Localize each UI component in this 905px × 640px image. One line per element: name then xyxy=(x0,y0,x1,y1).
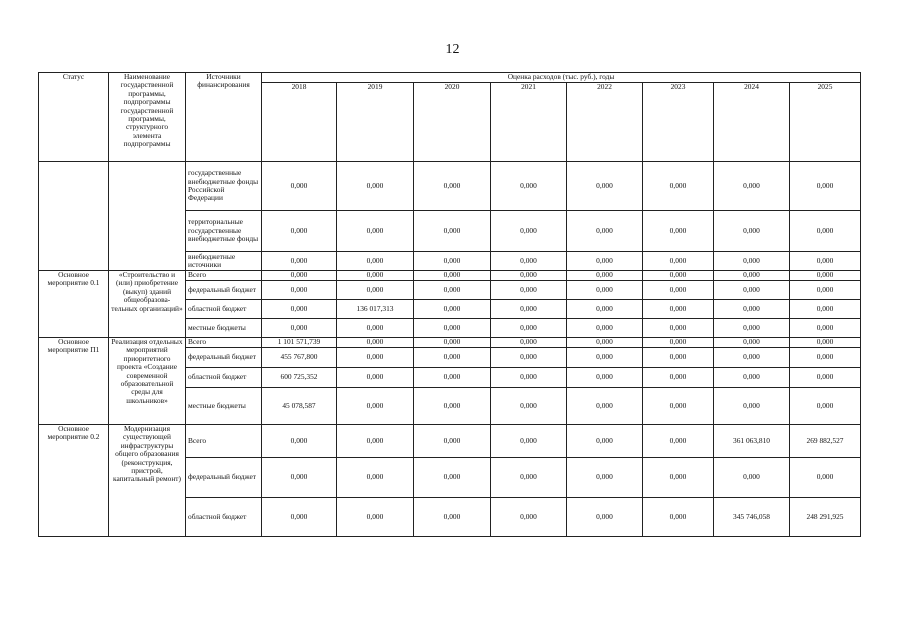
value-cell: 0,000 xyxy=(262,271,337,281)
value-cell: 0,000 xyxy=(337,211,414,252)
source-cell: местные бюджеты xyxy=(186,388,262,425)
value-cell: 0,000 xyxy=(643,319,714,338)
value-cell: 0,000 xyxy=(790,348,861,368)
value-cell: 0,000 xyxy=(491,162,567,211)
value-cell: 0,000 xyxy=(414,388,491,425)
name-cell: Модернизация существующей инфраструктуры общего образования (реконструкция, пристрой, капитальный ремонт) xyxy=(109,425,186,537)
status-cell: Основное мероприятие П1 xyxy=(39,338,109,425)
value-cell: 0,000 xyxy=(491,319,567,338)
value-cell: 136 017,313 xyxy=(337,300,414,319)
value-cell: 0,000 xyxy=(790,162,861,211)
source-cell: местные бюджеты xyxy=(186,319,262,338)
value-cell: 0,000 xyxy=(790,388,861,425)
value-cell: 0,000 xyxy=(643,458,714,498)
value-cell: 0,000 xyxy=(714,388,790,425)
name-cell-empty xyxy=(109,162,186,271)
value-cell: 0,000 xyxy=(790,211,861,252)
value-cell: 0,000 xyxy=(491,300,567,319)
value-cell: 269 882,527 xyxy=(790,425,861,458)
value-cell: 0,000 xyxy=(643,425,714,458)
value-cell: 0,000 xyxy=(491,458,567,498)
header-year: 2022 xyxy=(567,83,643,162)
header-year: 2021 xyxy=(491,83,567,162)
value-cell: 0,000 xyxy=(414,300,491,319)
value-cell: 0,000 xyxy=(714,458,790,498)
value-cell: 0,000 xyxy=(714,271,790,281)
value-cell: 0,000 xyxy=(567,271,643,281)
value-cell: 0,000 xyxy=(262,458,337,498)
value-cell: 0,000 xyxy=(643,281,714,300)
header-year: 2019 xyxy=(337,83,414,162)
value-cell: 0,000 xyxy=(337,162,414,211)
value-cell: 0,000 xyxy=(491,271,567,281)
value-cell: 0,000 xyxy=(414,368,491,388)
value-cell: 1 101 571,739 xyxy=(262,338,337,348)
value-cell: 0,000 xyxy=(337,271,414,281)
value-cell: 0,000 xyxy=(790,271,861,281)
source-cell: территориальные государственные внебюджетные фонды xyxy=(186,211,262,252)
value-cell: 361 063,810 xyxy=(714,425,790,458)
value-cell: 0,000 xyxy=(414,425,491,458)
value-cell: 0,000 xyxy=(567,425,643,458)
value-cell: 0,000 xyxy=(262,300,337,319)
table-row xyxy=(39,271,861,281)
value-cell: 0,000 xyxy=(790,319,861,338)
value-cell: 0,000 xyxy=(643,211,714,252)
value-cell: 0,000 xyxy=(790,300,861,319)
value-cell: 0,000 xyxy=(714,368,790,388)
value-cell: 0,000 xyxy=(414,252,491,271)
value-cell: 0,000 xyxy=(414,338,491,348)
header-name: Наименование государственной программы, подпрограммы государственной программы, структурного элемента подпрограммы xyxy=(109,73,186,162)
value-cell: 0,000 xyxy=(414,162,491,211)
source-cell: государственные внебюджетные фонды Российской Федерации xyxy=(186,162,262,211)
value-cell: 0,000 xyxy=(643,162,714,211)
value-cell: 0,000 xyxy=(790,338,861,348)
value-cell: 0,000 xyxy=(337,388,414,425)
header-year: 2020 xyxy=(414,83,491,162)
value-cell: 0,000 xyxy=(337,281,414,300)
name-cell: Реализация отдельных мероприятий приоритетного проекта «Создание современной образовательной среды для школьников» xyxy=(109,338,186,425)
header-year: 2018 xyxy=(262,83,337,162)
value-cell: 0,000 xyxy=(491,388,567,425)
value-cell: 0,000 xyxy=(790,281,861,300)
source-cell: Всего xyxy=(186,338,262,348)
value-cell: 0,000 xyxy=(337,498,414,537)
value-cell: 0,000 xyxy=(567,281,643,300)
value-cell: 0,000 xyxy=(414,498,491,537)
source-cell: областной бюджет xyxy=(186,368,262,388)
header-estimate: Оценка расходов (тыс. руб.), годы xyxy=(262,73,861,83)
value-cell: 0,000 xyxy=(414,271,491,281)
value-cell: 0,000 xyxy=(643,368,714,388)
value-cell: 0,000 xyxy=(491,425,567,458)
name-cell: «Строительство и (или) приобретение (выкуп) зданий общеобразова-тельных организаций» xyxy=(109,271,186,338)
value-cell: 0,000 xyxy=(714,211,790,252)
table-row xyxy=(39,162,861,211)
value-cell: 0,000 xyxy=(643,300,714,319)
value-cell: 0,000 xyxy=(337,425,414,458)
value-cell: 0,000 xyxy=(414,458,491,498)
value-cell: 0,000 xyxy=(643,338,714,348)
value-cell: 0,000 xyxy=(714,319,790,338)
value-cell: 0,000 xyxy=(714,300,790,319)
header-year: 2024 xyxy=(714,83,790,162)
value-cell: 0,000 xyxy=(567,162,643,211)
source-cell: Всего xyxy=(186,425,262,458)
value-cell: 0,000 xyxy=(643,252,714,271)
value-cell: 0,000 xyxy=(567,319,643,338)
value-cell: 248 291,925 xyxy=(790,498,861,537)
value-cell: 0,000 xyxy=(714,252,790,271)
header-year: 2025 xyxy=(790,83,861,162)
value-cell: 0,000 xyxy=(262,281,337,300)
status-cell-empty xyxy=(39,162,109,271)
value-cell: 0,000 xyxy=(414,319,491,338)
header-year: 2023 xyxy=(643,83,714,162)
table-row xyxy=(39,425,861,458)
value-cell: 455 767,800 xyxy=(262,348,337,368)
value-cell: 0,000 xyxy=(337,252,414,271)
value-cell: 0,000 xyxy=(337,368,414,388)
status-cell: Основное мероприятие 0.2 xyxy=(39,425,109,537)
value-cell: 0,000 xyxy=(491,338,567,348)
value-cell: 0,000 xyxy=(337,348,414,368)
value-cell: 0,000 xyxy=(414,281,491,300)
value-cell: 0,000 xyxy=(567,458,643,498)
value-cell: 0,000 xyxy=(414,211,491,252)
value-cell: 0,000 xyxy=(567,348,643,368)
source-cell: Всего xyxy=(186,271,262,281)
budget-table xyxy=(38,72,861,537)
source-cell: областной бюджет xyxy=(186,498,262,537)
value-cell: 0,000 xyxy=(491,368,567,388)
value-cell: 0,000 xyxy=(643,348,714,368)
value-cell: 0,000 xyxy=(567,368,643,388)
value-cell: 0,000 xyxy=(714,338,790,348)
value-cell: 0,000 xyxy=(491,348,567,368)
value-cell: 600 725,352 xyxy=(262,368,337,388)
value-cell: 0,000 xyxy=(491,498,567,537)
value-cell: 0,000 xyxy=(491,252,567,271)
value-cell: 0,000 xyxy=(790,458,861,498)
source-cell: внебюджетные источники xyxy=(186,252,262,271)
value-cell: 0,000 xyxy=(262,498,337,537)
header-source: Источники финансирования xyxy=(186,73,262,162)
value-cell: 0,000 xyxy=(262,425,337,458)
value-cell: 0,000 xyxy=(714,162,790,211)
source-cell: федеральный бюджет xyxy=(186,348,262,368)
source-cell: федеральный бюджет xyxy=(186,281,262,300)
value-cell: 0,000 xyxy=(714,281,790,300)
table-row xyxy=(39,338,861,348)
value-cell: 0,000 xyxy=(262,162,337,211)
value-cell: 45 078,587 xyxy=(262,388,337,425)
value-cell: 0,000 xyxy=(567,252,643,271)
page-number: 12 xyxy=(445,42,460,57)
source-cell: областной бюджет xyxy=(186,300,262,319)
value-cell: 0,000 xyxy=(567,211,643,252)
value-cell: 0,000 xyxy=(643,498,714,537)
status-cell: Основное мероприятие 0.1 xyxy=(39,271,109,338)
value-cell: 0,000 xyxy=(337,319,414,338)
value-cell: 0,000 xyxy=(491,211,567,252)
value-cell: 0,000 xyxy=(567,300,643,319)
value-cell: 345 746,058 xyxy=(714,498,790,537)
value-cell: 0,000 xyxy=(337,338,414,348)
header-status: Статус xyxy=(39,73,109,162)
value-cell: 0,000 xyxy=(790,368,861,388)
value-cell: 0,000 xyxy=(643,388,714,425)
value-cell: 0,000 xyxy=(414,348,491,368)
value-cell: 0,000 xyxy=(643,271,714,281)
value-cell: 0,000 xyxy=(337,458,414,498)
value-cell: 0,000 xyxy=(262,211,337,252)
value-cell: 0,000 xyxy=(567,388,643,425)
source-cell: федеральный бюджет xyxy=(186,458,262,498)
value-cell: 0,000 xyxy=(567,338,643,348)
value-cell: 0,000 xyxy=(262,319,337,338)
value-cell: 0,000 xyxy=(567,498,643,537)
value-cell: 0,000 xyxy=(790,252,861,271)
value-cell: 0,000 xyxy=(262,252,337,271)
value-cell: 0,000 xyxy=(714,348,790,368)
value-cell: 0,000 xyxy=(491,281,567,300)
